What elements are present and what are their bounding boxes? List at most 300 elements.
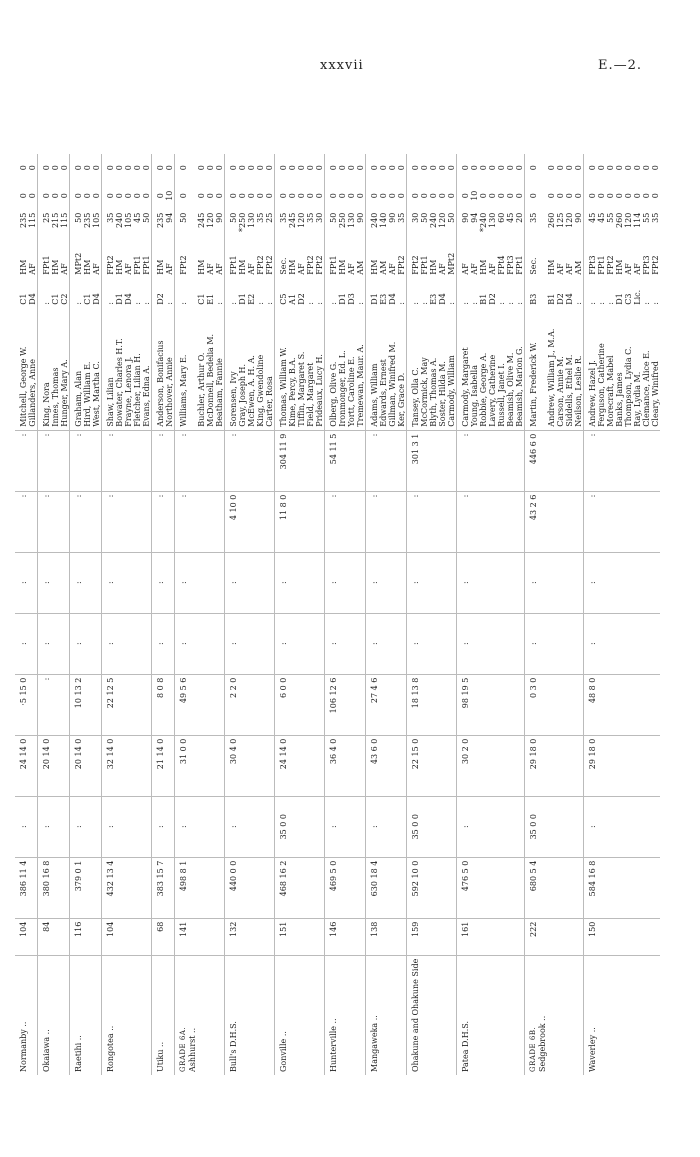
staff-salary-pence: 0 [515,165,524,171]
empty-cell [165,857,175,918]
staff-salary-pence: 0 [247,165,256,171]
col5-cell: 22 12 5 [102,674,116,735]
col7-cell: : [175,552,198,613]
staff-position: MPt2 [70,242,84,278]
empty-cell [470,735,479,796]
table-row [133,154,142,1075]
empty-cell [83,552,92,613]
staff-name: Andrew, William J., M.A. [547,308,556,431]
empty-cell [379,491,388,552]
empty-cell [315,430,325,491]
table-row [438,154,447,1075]
school-cell [225,955,239,1075]
col3-cell: 35 0 0 [275,796,289,857]
staff-salary: 130 [488,212,497,228]
empty-cell [651,430,660,491]
staff-name: Martin, Frederick W. [525,308,548,431]
staff-salary: 240 [429,212,438,228]
empty-cell [60,613,70,674]
table-row [488,154,497,1075]
empty-cell [547,430,556,491]
total-cell: 630 18 4 [366,857,380,918]
empty-cell [206,552,215,613]
table-row [615,154,624,1075]
empty-cell [597,857,606,918]
empty-cell [379,857,388,918]
empty-cell [624,491,633,552]
staff-position: FPt1 [597,255,606,275]
empty-cell [515,857,525,918]
empty-cell [651,735,660,796]
staff-salary-pence: 0 [165,165,174,171]
staff-salary: 20 [515,212,524,223]
staff-grade: C1 [51,293,60,305]
roll-cell: 151 [275,918,289,955]
empty-cell [420,735,429,796]
staff-salary-pence: 0 [315,165,324,171]
empty-cell [606,430,615,491]
staff-salary: 94 [165,212,174,223]
col6-cell: : [70,613,84,674]
school-name: Gonville .. [279,1031,288,1072]
staff-salary-shillings: 0 [315,193,324,199]
table-row [265,154,275,1075]
table-row [388,154,397,1075]
empty-cell [238,735,247,796]
empty-cell [247,857,256,918]
col9-cell: : [15,430,28,491]
staff-salary: 50 [447,212,456,223]
staff-salary-shillings: 0 [297,193,306,199]
empty-cell [124,918,133,955]
staff-name: Russell, Janet I. [497,308,506,431]
roll-cell: 132 [225,918,239,955]
col3-cell: : [325,796,339,857]
school-name: Bull's D.H.S. [229,1021,238,1072]
empty-cell [288,735,297,796]
empty-cell [288,796,297,857]
total-cell: 380 16 8 [38,857,52,918]
staff-salary-shillings: 0 [447,193,456,199]
empty-cell [397,613,407,674]
empty-cell [388,430,397,491]
empty-cell [256,613,265,674]
empty-cell [197,613,206,674]
empty-cell [28,674,38,735]
staff-salary-pence: 0 [488,165,497,171]
col3-cell: : [152,796,166,857]
empty-cell [115,613,124,674]
col4-cell: 36 4 0 [325,735,339,796]
school-cell [407,955,421,1075]
table-row [347,154,356,1075]
table-row [407,154,421,1075]
empty-cell [597,735,606,796]
staff-salary-shillings: 0 [347,193,356,199]
staff-salary-pence: 0 [102,154,116,182]
table-row [366,154,380,1075]
staff-salary: 115 [28,212,37,228]
col9-cell: : [38,430,52,491]
empty-cell [142,796,152,857]
col8-cell: : [584,491,598,552]
empty-cell [133,735,142,796]
table-row [115,154,124,1075]
col8-cell: : [457,491,471,552]
col5-cell: 10 13 2 [70,674,84,735]
empty-cell [606,796,615,857]
empty-cell [124,674,133,735]
empty-cell [165,735,175,796]
staff-position: Sec. [275,242,289,278]
empty-cell [556,955,565,1075]
total-cell: 680 5 4 [525,857,548,918]
empty-cell [115,796,124,857]
total-cell: 440 0 0 [225,857,239,918]
staff-name: Ker, Grace D. [397,308,407,431]
col8-cell: 4 10 0 [225,491,239,552]
staff-salary-shillings: 0 [379,193,388,199]
staff-position: AF [633,263,642,275]
staff-grade: : [407,278,421,308]
staff-salary-shillings: 0 [479,193,488,199]
empty-cell [506,613,515,674]
empty-cell [51,955,60,1075]
staff-salary-shillings: 0 [338,193,347,199]
col3-cell: 35 0 0 [525,796,548,857]
staff-position: AF [470,263,479,275]
school-cell [457,955,471,1075]
empty-cell [238,857,247,918]
empty-cell [606,552,615,613]
staff-salary-pence: 0 [238,165,247,171]
staff-position: FPt2 [256,255,265,275]
staff-salary: 120 [206,212,215,228]
empty-cell [479,491,488,552]
school-cell [152,955,166,1075]
staff-salary: 130 [247,212,256,228]
staff-grade: Lic. [633,289,642,305]
empty-cell [356,491,366,552]
staff-salary-shillings: 0 [152,182,166,210]
staff-name: Gillanders, Anne [28,308,38,431]
staff-salary: 115 [60,212,69,228]
staff-salary-pence: 0 [407,154,421,182]
empty-cell [615,857,624,918]
staff-name: Carmody, William [447,308,457,431]
empty-cell [438,674,447,735]
staff-position: FPt1 [38,242,52,278]
col9-cell: 304 11 9 [275,430,289,491]
empty-cell [565,796,574,857]
staff-grade: : [584,278,598,308]
empty-cell [388,735,397,796]
empty-cell [347,491,356,552]
empty-cell [28,552,38,613]
staff-salary-shillings: 0 [256,193,265,199]
table-row [397,154,407,1075]
staff-salary: *240 [479,212,488,232]
staff-salary-shillings: 0 [225,182,239,210]
empty-cell [565,491,574,552]
empty-cell [315,735,325,796]
empty-cell [615,613,624,674]
col4-cell: 29 18 0 [584,735,598,796]
empty-cell [238,491,247,552]
staff-salary-shillings: 0 [51,193,60,199]
staff-name: Fletcher, Lilian H. [133,308,142,431]
empty-cell [547,796,556,857]
empty-cell [315,674,325,735]
staff-salary-shillings: 0 [429,193,438,199]
col6-cell: : [525,613,548,674]
empty-cell [256,918,265,955]
empty-cell [115,735,124,796]
table-row [525,154,548,1075]
col7-cell: : [584,552,598,613]
table-row [565,154,574,1075]
empty-cell [565,857,574,918]
empty-cell [488,955,497,1075]
col7-cell: : [38,552,52,613]
staff-salary-pence: 0 [547,165,556,171]
empty-cell [197,955,206,1075]
staff-salary-shillings: 0 [651,193,660,199]
empty-cell [256,674,265,735]
empty-cell [624,735,633,796]
col8-cell: 11 8 0 [275,491,289,552]
col3-cell: : [38,796,52,857]
col6-cell: : [366,613,380,674]
roll-cell: 161 [457,918,471,955]
empty-cell [597,491,606,552]
staff-salary: 30 [407,210,421,242]
staff-grade: : [225,278,239,308]
table-row [651,154,660,1075]
empty-cell [388,552,397,613]
staff-salary: 245 [197,212,206,228]
empty-cell [438,918,447,955]
col9-cell: : [175,430,198,491]
table-row [325,154,339,1075]
empty-cell [60,955,70,1075]
staff-salary: *250 [238,212,247,232]
table-row [102,154,116,1075]
staff-salary: 50 [420,212,429,223]
staff-grade: B3 [525,278,548,308]
staff-salary-shillings: 0 [388,193,397,199]
col8-cell: : [366,491,380,552]
empty-cell [379,613,388,674]
staff-salary-pence: 0 [297,165,306,171]
staff-salary: 45 [133,212,142,223]
staff-salary: 35 [275,210,289,242]
empty-cell [142,918,152,955]
table-row [624,154,633,1075]
staff-salary-shillings: 0 [142,193,151,199]
empty-cell [547,955,556,1075]
col9-cell: 446 6 0 [525,430,548,491]
staff-salary: 94 [470,212,479,223]
empty-cell [51,735,60,796]
empty-cell [124,955,133,1075]
empty-cell [206,857,215,918]
empty-cell [606,674,615,735]
empty-cell [315,918,325,955]
col7-cell: : [15,552,28,613]
empty-cell [615,796,624,857]
staff-salary-shillings: 0 [275,182,289,210]
empty-cell [447,955,457,1075]
staff-salary: 35 [525,210,548,242]
empty-cell [347,857,356,918]
empty-cell [624,552,633,613]
empty-cell [238,796,247,857]
empty-cell [388,857,397,918]
staff-grade: E3 [379,293,388,305]
staff-name: Young, Isabella [470,308,479,431]
total-cell: 432 13 4 [102,857,116,918]
empty-cell [379,430,388,491]
empty-cell [642,796,651,857]
staff-position: FPt2 [102,242,116,278]
empty-cell [420,674,429,735]
staff-salary-pence: 0 [642,165,651,171]
empty-cell [615,674,624,735]
table-row [197,154,206,1075]
empty-cell [297,955,306,1075]
staff-grade: : [306,301,315,305]
empty-cell [142,491,152,552]
col9-cell: : [102,430,116,491]
roll-cell: 104 [15,918,28,955]
staff-salary-pence: 0 [651,165,660,171]
staff-position: FPt1 [142,255,151,275]
staff-position: AF [215,263,224,275]
empty-cell [347,552,356,613]
staff-grade: : [506,301,515,305]
empty-cell [597,674,606,735]
empty-cell [297,430,306,491]
staff-salary-pence: 0 [356,165,365,171]
empty-cell [297,857,306,918]
staff-name: Beamish, Marion G. [515,308,525,431]
empty-cell [265,857,275,918]
school-cell [15,955,28,1075]
empty-cell [420,796,429,857]
empty-cell [297,674,306,735]
staff-name: Bowater, Charles H.T. [115,308,124,431]
col9-cell: : [70,430,84,491]
table-row [306,154,315,1075]
staff-salary-pence: 0 [92,165,101,171]
empty-cell [597,955,606,1075]
staff-salary-shillings: 0 [60,193,69,199]
roll-cell: 146 [325,918,339,955]
empty-cell [438,955,447,1075]
staff-salary-shillings: 0 [642,193,651,199]
empty-cell [28,735,38,796]
staff-name: Beamish, Olive M. [506,308,515,431]
empty-cell [215,430,225,491]
staff-salary-pence: 0 [225,154,239,182]
empty-cell [397,857,407,918]
empty-cell [547,613,556,674]
empty-cell [556,918,565,955]
staff-salary-pence: 0 [51,165,60,171]
empty-cell [515,674,525,735]
empty-cell [165,491,175,552]
staff-name: Beatham, Fannie [215,308,225,431]
staff-position: FPt2 [651,255,660,275]
empty-cell [479,955,488,1075]
empty-cell [397,491,407,552]
staff-name: Gray, Joseph H. [238,308,247,431]
staff-salary: 90 [215,212,224,223]
empty-cell [306,857,315,918]
staff-grade: D1 [615,293,624,305]
staff-salary: 125 [556,212,565,228]
empty-cell [197,491,206,552]
total-cell: 386 11 4 [15,857,28,918]
empty-cell [347,918,356,955]
staff-salary-pence: 0 [615,165,624,171]
empty-cell [597,430,606,491]
empty-cell [515,552,525,613]
staff-salary: 105 [92,212,101,228]
staff-salary-shillings: 0 [70,182,84,210]
empty-cell [497,674,506,735]
staff-position: HM [615,259,624,275]
staff-salary-pence: 0 [397,165,406,171]
empty-cell [115,857,124,918]
staff-salary: 90 [574,212,583,223]
empty-cell [338,955,347,1075]
table-row [15,154,28,1075]
empty-cell [165,918,175,955]
staff-salary-pence: 0 [556,165,565,171]
staff-position: HM [83,259,92,275]
staff-salary-shillings: 0 [197,193,206,199]
staff-name: Yortt, Caroline E. [347,308,356,431]
col7-cell: : [275,552,289,613]
empty-cell [28,955,38,1075]
empty-cell [238,955,247,1075]
empty-cell [388,796,397,857]
empty-cell [51,430,60,491]
empty-cell [420,552,429,613]
school-name: Hunterville .. [329,1018,338,1072]
staff-salary: 35 [256,212,265,223]
empty-cell [306,955,315,1075]
staff-salary-shillings: 0 [407,182,421,210]
staff-name: Anderson, Bonifacius [152,308,166,431]
empty-cell [338,857,347,918]
empty-cell [256,430,265,491]
empty-cell [315,857,325,918]
staff-salary: 235 [19,212,28,228]
col7-cell: : [225,552,239,613]
staff-name: Soster, Hilda M. [438,308,447,431]
col4-cell: 20 14 0 [70,735,84,796]
empty-cell [470,918,479,955]
empty-cell [574,918,584,955]
empty-cell [388,491,397,552]
table-row [470,154,479,1075]
empty-cell [633,857,642,918]
empty-cell [288,857,297,918]
empty-cell [651,857,660,918]
